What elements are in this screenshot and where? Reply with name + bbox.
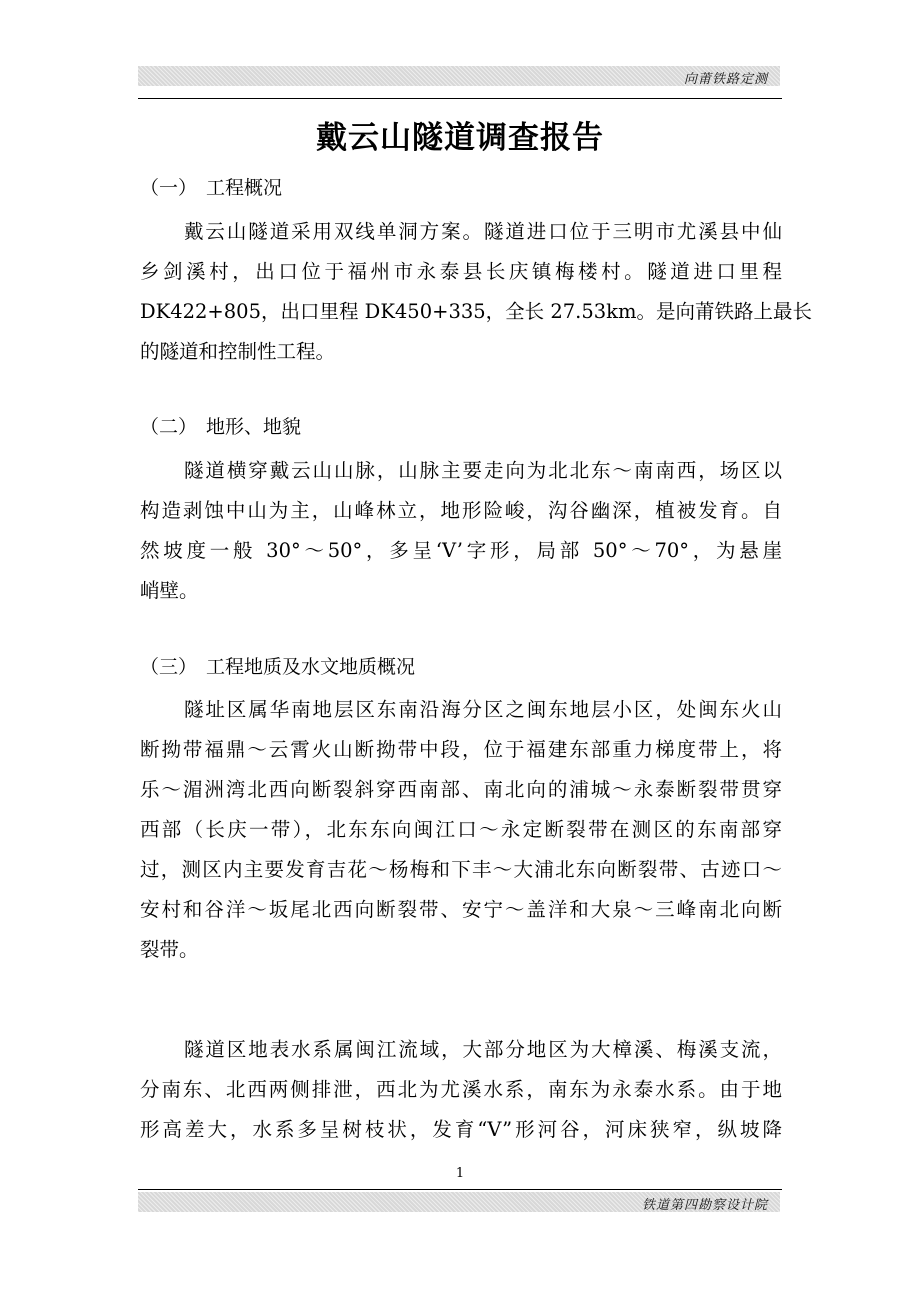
paragraph-line: 过，测区内主要发育吉花～杨梅和下丰～大浦北东向断裂带、古迹口～ xyxy=(140,858,782,881)
paragraph-line: 形高差大，水系多呈树枝状，发育“V”形河谷，河床狭窄，纵坡降 xyxy=(140,1118,782,1141)
paragraph-line: 断拗带福鼎～云霄火山断拗带中段，位于福建东部重力梯度带上，将 xyxy=(140,738,782,761)
paragraph-line: 乐～湄洲湾北西向断裂斜穿西南部、南北向的浦城～永泰断裂带贯穿 xyxy=(140,778,782,801)
page-number: 1 xyxy=(455,1166,465,1181)
paragraph xyxy=(140,451,782,611)
paragraph-line: 安村和谷洋～坂尾北西向断裂带、安宁～盖洋和大泉～三峰南北向断 xyxy=(140,898,782,921)
header-rule xyxy=(138,98,782,99)
paragraph-line: 乡剑溪村，出口位于福州市永泰县长庆镇梅楼村。隧道进口里程 xyxy=(140,260,782,283)
paragraph-line: DK422+805，出口里程 DK450+335，全长 27.53km。是向莆铁路上最长 xyxy=(140,300,812,323)
section-number: （二） xyxy=(140,416,198,438)
paragraph-line: 构造剥蚀中山为主，山峰林立，地形险峻，沟谷幽深，植被发育。自 xyxy=(140,499,782,522)
section-title: 地形、地貌 xyxy=(206,416,302,438)
paragraph xyxy=(140,690,782,970)
paragraph xyxy=(140,1030,782,1150)
footer-band xyxy=(138,1192,780,1212)
paragraph-line: 隧道区地表水系属闽江流域，大部分地区为大樟溪、梅溪支流， xyxy=(184,1038,782,1061)
header-text: 向莆铁路定测 xyxy=(683,72,768,87)
section-heading-2 xyxy=(140,412,301,439)
header-band xyxy=(138,66,780,86)
document-title: 戴云山隧道调查报告 xyxy=(316,120,604,156)
paragraph-line: 然坡度一般 30°～50°，多呈‘V’字形，局部 50°～70°，为悬崖 xyxy=(140,539,782,562)
section-title: 工程概况 xyxy=(206,177,283,199)
paragraph xyxy=(140,212,812,372)
paragraph-line: 裂带。 xyxy=(140,938,199,961)
section-number: （一） xyxy=(140,177,198,199)
paragraph-line: 分南东、北西两侧排泄，西北为尤溪水系，南东为永泰水系。由于地 xyxy=(140,1078,782,1101)
section-heading-1 xyxy=(140,173,282,200)
paragraph-line: 西部（长庆一带），北东东向闽江口～永定断裂带在测区的东南部穿 xyxy=(140,818,782,841)
paragraph-line: 戴云山隧道采用双线单洞方案。隧道进口位于三明市尤溪县中仙 xyxy=(184,220,782,243)
paragraph-line: 隧址区属华南地层区东南沿海分区之闽东地层小区，处闽东火山 xyxy=(184,698,782,721)
paragraph-line: 的隧道和控制性工程。 xyxy=(140,340,336,363)
section-number: （三） xyxy=(140,656,198,678)
paragraph-line: 峭壁。 xyxy=(140,579,199,602)
section-title: 工程地质及水文地质概况 xyxy=(206,656,416,678)
footer-text: 铁道第四勘察设计院 xyxy=(641,1198,768,1213)
paragraph-line: 隧道横穿戴云山山脉，山脉主要走向为北北东～南南西，场区以 xyxy=(184,459,782,482)
section-heading-3 xyxy=(140,652,415,679)
footer-rule xyxy=(138,1189,782,1190)
